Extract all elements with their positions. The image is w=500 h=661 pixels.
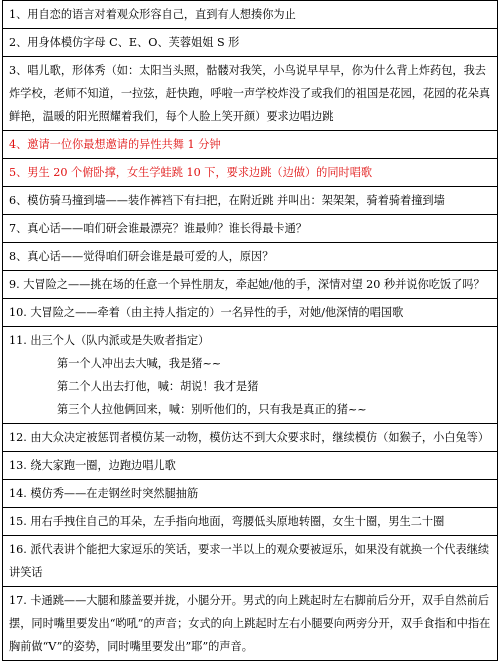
sub-item: 第二个人出去打他，喊：胡说！我才是猪 bbox=[57, 380, 259, 393]
list-item: 7、真心话——咱们研会谁最漂亮？谁最帅？谁长得最卡通？ bbox=[3, 214, 497, 242]
list-item: 13. 绕大家跑一圈，边跑边唱儿歌 bbox=[3, 451, 497, 479]
list-item: 6、模仿骑马撞到墙——装作裤裆下有扫把，在附近跳 并叫出：架架架，骑着骑着撞到墙 bbox=[3, 186, 497, 214]
list-item: 4、邀请一位你最想邀请的异性共舞 1 分钟 bbox=[3, 130, 497, 158]
sub-item: 第三个人拉他俩回来，喊：别听他们的，只有我是真正的猪~~ bbox=[57, 403, 367, 416]
list-item: 14. 模仿秀——在走钢丝时突然腿抽筋 bbox=[3, 479, 497, 507]
list-item: 17. 卡通跳——大腿和膝盖要并拢，小腿分开。男式的向上跳起时左右脚前后分开，双手自然前后摆，同时嘴里要发出“哟吼”的声音；女式的向上跳起时左右小腿要向两旁分开，双手食指和中指在胸前做“V”的姿势，同时嘴里要发出”耶”的声音。 bbox=[3, 586, 497, 660]
list-item bbox=[3, 326, 497, 423]
list-item: 8、真心话——觉得咱们研会谁是最可爱的人，原因？ bbox=[3, 242, 497, 270]
game-list-table bbox=[2, 0, 498, 661]
list-item: 16. 派代表讲个能把大家逗乐的笑话，要求一半以上的观众要被逗乐，如果没有就换一个代表继续讲笑话 bbox=[3, 535, 497, 586]
list-item-title: 11. 出三个人（队内派或是失败者指定） bbox=[9, 334, 210, 347]
list-item: 15. 用右手拽住自己的耳朵，左手指向地面，弯腰低头原地转圈，女生十圈，男生二十圈 bbox=[3, 507, 497, 535]
list-item: 12. 由大众决定被惩罚者模仿某一动物，模仿达不到大众要求时，继续模仿（如猴子，小白兔等） bbox=[3, 423, 497, 451]
sub-item: 第一个人冲出去大喊，我是猪~~ bbox=[57, 357, 222, 370]
list-item: 9. 大冒险之——挑在场的任意一个异性朋友，牵起她/他的手，深情对望 20 秒并说你吃饭了吗？ bbox=[3, 270, 497, 298]
list-item: 5、男生 20 个俯卧撑，女生学蛙跳 10 下，要求边跳（边做）的同时唱歌 bbox=[3, 158, 497, 186]
list-item: 10. 大冒险之——牵着（由主持人指定的）一名异性的手，对她/他深情的唱国歌 bbox=[3, 298, 497, 326]
sub-list bbox=[9, 352, 491, 421]
list-item: 2、用身体模仿字母 C、E、O、芙蓉姐姐 S 形 bbox=[3, 28, 497, 56]
list-item: 1、用自恋的语言对着观众形容自己，直到有人想揍你为止 bbox=[3, 0, 497, 28]
list-item: 3、唱儿歌，形体秀（如：太阳当头照，骷髅对我笑，小鸟说早早早，你为什么背上炸药包，我去炸学校，老师不知道，一拉弦，赶快跑，呼啦一声学校炸没了或我们的祖国是花园，花园的花朵真鲜艳，温暖的阳光照耀着我们，每个人脸上笑开颜）要求边唱边跳 bbox=[3, 56, 497, 130]
